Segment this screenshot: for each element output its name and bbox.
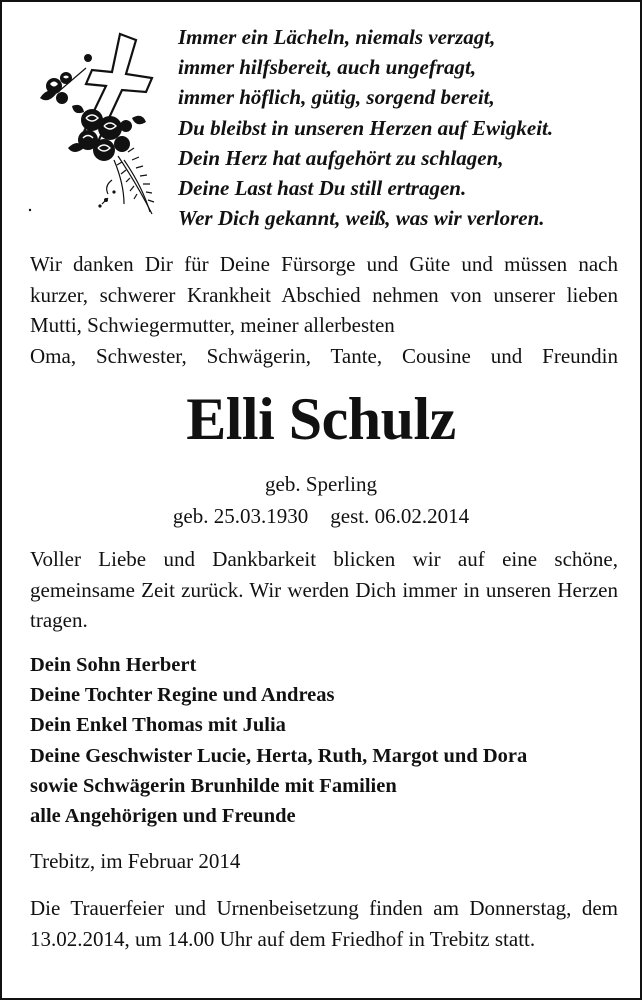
poem-line: Dein Herz hat aufgehört zu schlagen, — [178, 145, 504, 170]
poem-line: Wer Dich gekannt, weiß, was wir verloren. — [178, 206, 545, 231]
mourner-line: Deine Tochter Regine und Andreas — [30, 684, 335, 707]
death-date: gest. 06.02.2014 — [330, 504, 470, 528]
maiden-name: geb. Sperling — [265, 472, 377, 496]
mourner-line: alle Angehörigen und Freunde — [30, 805, 296, 828]
poem-line: Immer ein Lächeln, niemals verzagt, — [178, 25, 496, 49]
poem-line: immer höflich, gütig, sorgend bereit, — [178, 85, 495, 110]
place-and-date: Trebitz, im Februar 2014 — [30, 849, 241, 873]
mourners-list — [30, 650, 618, 831]
deceased-name: Elli Schulz — [186, 386, 456, 452]
memorial-poem — [178, 22, 618, 233]
intro-text: Wir danken Dir für Deine Fürsorge und Güte und müssen nach kurzer, schwerer Krankheit Abschied nehmen von unserer lieben Mutti, Schwiegermutter, meiner allerbesten — [30, 252, 618, 337]
mourner-line: Dein Enkel Thomas mit Julia — [30, 714, 286, 737]
intro-last-line: Oma, Schwester, Schwägerin, Tante, Cousine und Freundin — [30, 343, 618, 368]
intro-paragraph — [30, 249, 618, 371]
mourner-line: sowie Schwägerin Brunhilde mit Familien — [30, 774, 397, 797]
birth-date: geb. 25.03.1930 — [172, 504, 309, 528]
poem-line: Deine Last hast Du still ertragen. — [178, 176, 467, 201]
poem-line: immer hilfsbereit, auch ungefragt, — [178, 55, 477, 80]
funeral-details: Die Trauerfeier und Urnenbeisetzung finden am Donnerstag, dem 13.02.2014, um 14.00 Uhr auf dem Friedhof in Trebitz statt. — [30, 896, 618, 951]
life-dates — [2, 502, 640, 530]
tribute-paragraph: Voller Liebe und Dankbarkeit blicken wir auf eine schöne, gemeinsame Zeit zurück. Wir werden Dich immer in unseren Herzen tragen. — [30, 547, 618, 632]
mourner-line: Deine Geschwister Lucie, Herta, Ruth, Margot und Dora — [30, 744, 528, 767]
mourner-line: Dein Sohn Herbert — [30, 654, 197, 676]
poem-line: Du bleibst in unseren Herzen auf Ewigkeit. — [178, 115, 554, 140]
cross-with-roses-icon — [28, 28, 160, 220]
